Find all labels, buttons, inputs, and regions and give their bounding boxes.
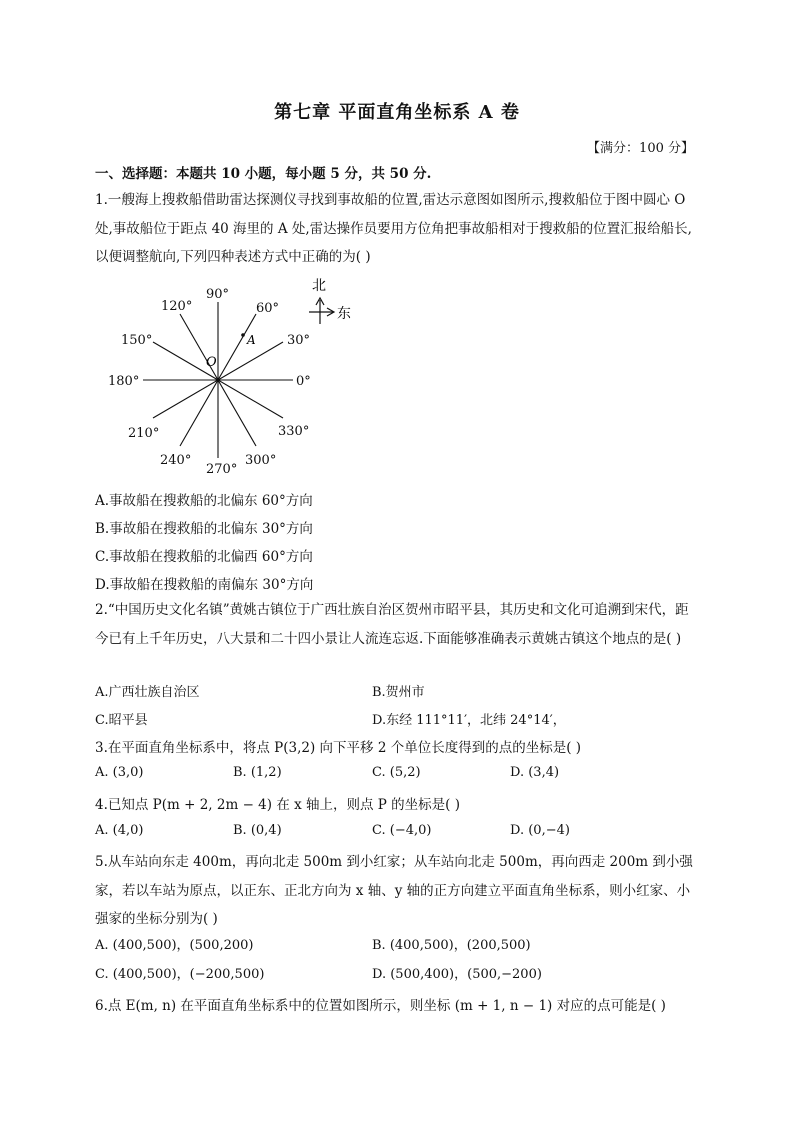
ray-240 <box>180 380 218 446</box>
ray-210 <box>153 380 218 418</box>
question-5-option-c: C. (400,500)，(−200,500) <box>95 967 265 982</box>
question-1-option-d: D.事故船在搜救船的南偏东 30°方向 <box>95 577 314 593</box>
ray-330 <box>218 380 283 418</box>
point-a-dot <box>241 333 245 337</box>
ray-30 <box>218 342 283 380</box>
question-2-option-d: D.东经 111°11′，北纬 24°14′， <box>372 713 566 728</box>
question-3-option-d: D. (3,4) <box>510 765 560 780</box>
radar-svg <box>105 272 375 482</box>
question-3-option-a: A. (3,0) <box>95 765 144 780</box>
ray-300 <box>218 380 256 446</box>
question-2-option-c: C.昭平县 <box>95 713 148 728</box>
question-3-stem: 3.在平面直角坐标系中，将点 P(3,2) 向下平移 2 个单位长度得到的点的坐标是( ) <box>95 740 582 756</box>
question-6-stem: 6.点 E(m, n) 在平面直角坐标系中的位置如图所示，则坐标 (m + 1, n − 1) 对应的点可能是( ) <box>95 998 666 1014</box>
question-1-option-c: C.事故船在搜救船的北偏西 60°方向 <box>95 549 313 565</box>
question-5-option-a: A. (400,500)，(500,200) <box>95 938 254 953</box>
question-1-option-a: A.事故船在搜救船的北偏东 60°方向 <box>95 493 313 509</box>
question-1-option-b: B.事故船在搜救船的北偏东 30°方向 <box>95 521 313 537</box>
angle-label-90: 90° <box>206 287 230 302</box>
ray-120 <box>180 314 218 380</box>
compass <box>309 298 334 324</box>
point-a-label: A <box>247 333 256 347</box>
angle-label-330: 330° <box>278 424 310 439</box>
angle-label-180: 180° <box>108 374 140 389</box>
question-4-option-a: A. (4,0) <box>95 823 144 838</box>
question-4-option-c: C. (−4,0) <box>372 823 432 838</box>
question-2-option-a: A.广西壮族自治区 <box>95 685 200 700</box>
page-title: 第七章 平面直角坐标系 A 卷 <box>274 102 520 123</box>
angle-label-240: 240° <box>160 453 192 468</box>
angle-label-120: 120° <box>161 299 193 314</box>
question-3-option-b: B. (1,2) <box>233 765 282 780</box>
question-1-stem: 1.一艘海上搜救船借助雷达探测仪寻找到事故船的位置,雷达示意图如图所示,搜救船位于图中圆心 O 处,事故船位于距点 40 海里的 A 处,雷达操作员要用方位角把事故船相对于搜救船的位置汇报给船长,以便调整航向,下列四种表述方式中正确的为( ) <box>95 192 692 265</box>
compass-east: 东 <box>337 306 351 322</box>
question-2-stem: 2.“中国历史文化名镇”黄姚古镇位于广西壮族自治区贺州市昭平县，其历史和文化可追溯到宋代，距今已有上千年历史，八大景和二十四小景让人流连忘返.下面能够准确表示黄姚古镇这个地点的是( ) <box>95 602 689 647</box>
question-5-stem: 5.从车站向东走 400m，再向北走 500m 到小红家；从车站向北走 500m，再向西走 200m 到小强家，若以车站为原点，以正东、正北方向为 x 轴、y 轴的正方向建立平面直角坐标系，则小红家、小强家的坐标分别为( ) <box>95 854 693 927</box>
angle-label-150: 150° <box>121 333 153 348</box>
section-heading: 一、选择题：本题共 10 小题，每小题 5 分，共 50 分. <box>95 166 432 182</box>
angle-label-30: 30° <box>287 333 311 348</box>
compass-north: 北 <box>312 278 326 294</box>
question-5-option-d: D. (500,400)，(500,−200) <box>372 967 542 982</box>
ray-60 <box>218 314 256 380</box>
angle-label-0: 0° <box>296 374 311 389</box>
question-4-stem: 4.已知点 P(m + 2, 2m − 4) 在 x 轴上，则点 P 的坐标是( ) <box>95 797 461 813</box>
question-2-option-b: B.贺州市 <box>372 685 425 700</box>
angle-label-60: 60° <box>256 301 280 316</box>
question-4-option-b: B. (0,4) <box>233 823 282 838</box>
angle-label-270: 270° <box>206 462 238 477</box>
question-5-option-b: B. (400,500)，(200,500) <box>372 938 531 953</box>
angle-label-300: 300° <box>245 453 277 468</box>
question-4-option-d: D. (0,−4) <box>510 823 570 838</box>
question-3-option-c: C. (5,2) <box>372 765 421 780</box>
radar-diagram <box>105 272 375 482</box>
center-label: O <box>206 355 217 370</box>
angle-label-210: 210° <box>128 426 160 441</box>
score-label: 【满分：100 分】 <box>587 141 694 156</box>
